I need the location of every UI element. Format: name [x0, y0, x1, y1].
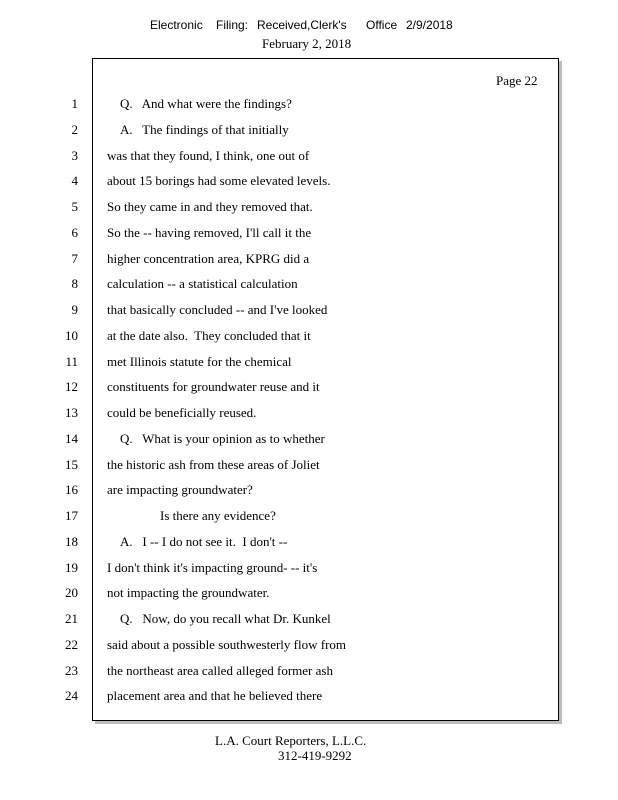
transcript-line: higher concentration area, KPRG did a — [107, 251, 310, 266]
line-number: 13 — [65, 405, 78, 420]
line-number: 7 — [71, 251, 78, 266]
stamp-filing: Filing: — [216, 18, 249, 32]
line-number: 9 — [71, 302, 78, 317]
line-number: 10 — [65, 328, 78, 343]
transcript-line: not impacting the groundwater. — [107, 585, 270, 600]
transcript-line: could be beneficially reused. — [107, 405, 257, 420]
transcript-line: the northeast area called alleged former ash — [107, 663, 333, 678]
line-number: 18 — [65, 534, 78, 549]
line-number: 16 — [65, 482, 78, 497]
transcript-line: placement area and that he believed there — [107, 688, 323, 703]
line-number: 1 — [71, 96, 78, 111]
footer-company: L.A. Court Reporters, L.L.C. — [215, 733, 367, 748]
line-number: 4 — [71, 173, 78, 188]
line-number: 2 — [71, 122, 78, 137]
transcript-line: are impacting groundwater? — [107, 482, 253, 497]
transcript-line: met Illinois statute for the chemical — [107, 354, 292, 369]
line-number: 15 — [65, 457, 78, 472]
transcript-line: calculation -- a statistical calculation — [107, 276, 298, 291]
transcript-line: that basically concluded -- and I've looked — [107, 302, 328, 317]
line-number: 24 — [65, 688, 78, 703]
stamp-office: Office — [366, 18, 398, 32]
transcript-line: So the -- having removed, I'll call it the — [107, 225, 312, 240]
transcript-line: the historic ash from these areas of Joliet — [107, 457, 320, 472]
line-number: 22 — [65, 637, 78, 652]
line-number: 12 — [65, 379, 78, 394]
transcript-line: at the date also. They concluded that it — [107, 328, 311, 343]
line-number: 19 — [65, 560, 78, 575]
stamp-date: 2/9/2018 — [406, 18, 453, 32]
stamp-electronic: Electronic — [150, 18, 203, 32]
line-number: 17 — [65, 508, 78, 523]
transcript-line: Is there any evidence? — [160, 508, 276, 523]
transcript-line: said about a possible southwesterly flow from — [107, 637, 347, 652]
transcript-line: Q. Now, do you recall what Dr. Kunkel — [120, 611, 331, 626]
transcript-line: Q. And what were the findings? — [120, 96, 292, 111]
line-number: 8 — [71, 276, 78, 291]
transcript-line: Q. What is your opinion as to whether — [120, 431, 325, 446]
line-number: 6 — [71, 225, 78, 240]
transcript-line: A. I -- I do not see it. I don't -- — [120, 534, 288, 549]
line-number: 23 — [65, 663, 78, 678]
transcript-line: I don't think it's impacting ground- -- it's — [107, 560, 318, 575]
line-number: 14 — [65, 431, 78, 446]
transcript-line: about 15 borings had some elevated levels. — [107, 173, 331, 188]
line-number: 3 — [71, 148, 78, 163]
line-number: 11 — [65, 354, 78, 369]
line-number: 20 — [65, 585, 78, 600]
line-number: 5 — [71, 199, 78, 214]
page-number: Page 22 — [496, 73, 538, 88]
footer-phone: 312-419-9292 — [278, 748, 352, 763]
transcript-line: So they came in and they removed that. — [107, 199, 313, 214]
transcript-line: was that they found, I think, one out of — [107, 148, 310, 163]
filed-date: February 2, 2018 — [262, 36, 352, 51]
stamp-received: Received,Clerk's — [257, 18, 347, 32]
transcript-line: A. The findings of that initially — [120, 122, 289, 137]
line-number: 21 — [65, 611, 78, 626]
transcript-line: constituents for groundwater reuse and it — [107, 379, 320, 394]
